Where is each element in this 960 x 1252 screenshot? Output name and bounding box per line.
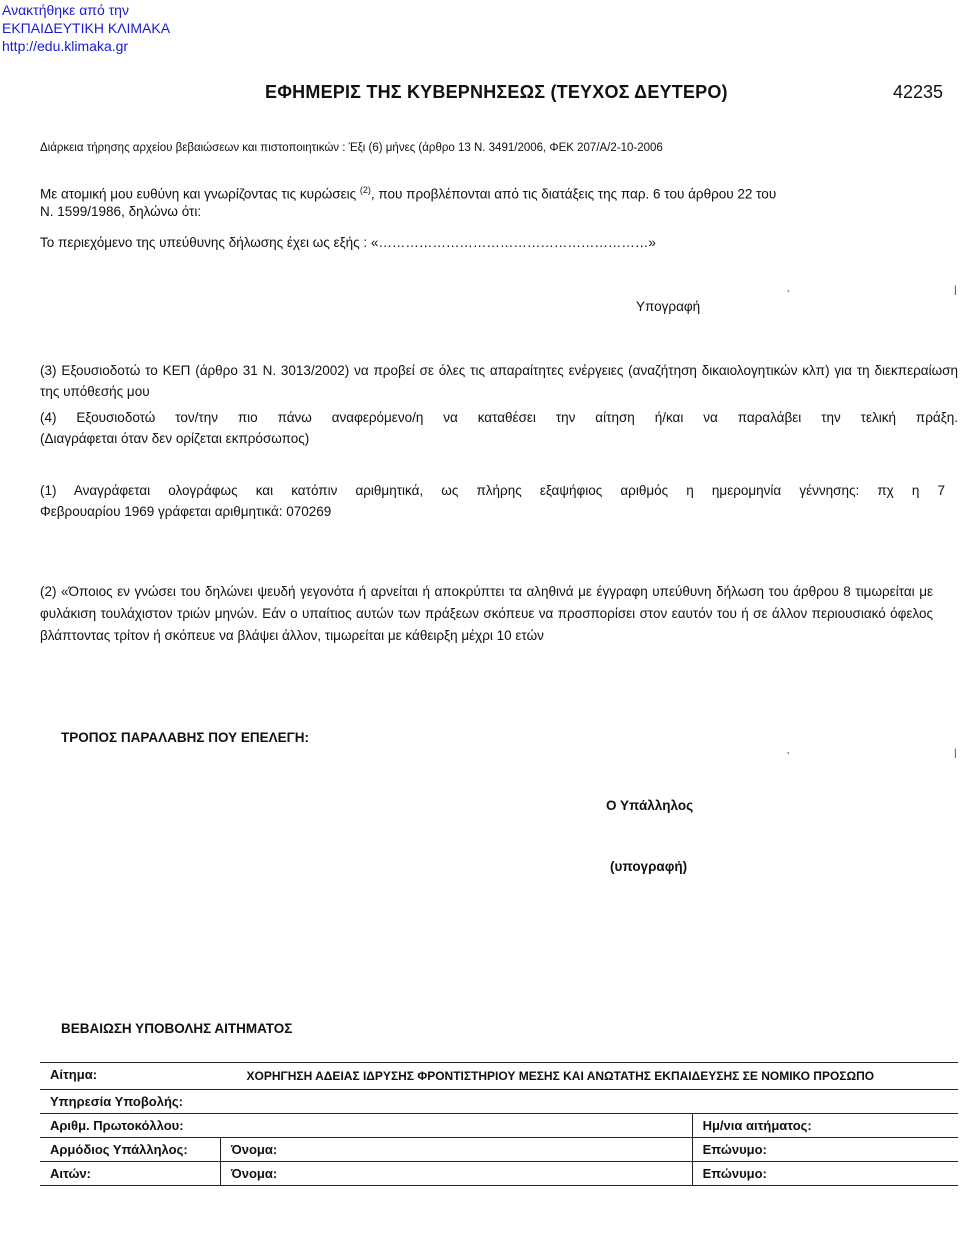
declaration-text-a: Με ατομική μου ευθύνη και γνωρίζοντας τις κυρώσεις bbox=[40, 186, 360, 202]
applicant-label: Αιτών: bbox=[40, 1162, 221, 1186]
table-row bbox=[40, 1063, 958, 1090]
table-row bbox=[40, 1138, 958, 1162]
table-row bbox=[40, 1162, 958, 1186]
employee-first-name-label: Όνομα: bbox=[221, 1138, 693, 1162]
responsible-employee-label: Αρμόδιος Υπάλληλος: bbox=[40, 1138, 221, 1162]
applicant-last-name-label: Επώνυμο: bbox=[692, 1162, 958, 1186]
employee-signature-label: (υπογραφή) bbox=[610, 859, 688, 874]
note-1-line-2: Φεβρουαρίου 1969 γράφεται αριθμητικά: 070269 bbox=[40, 504, 332, 519]
declaration-text-b: , που προβλέπονται από τις διατάξεις της παρ. 6 του άρθρου 22 του bbox=[370, 186, 777, 202]
declaration-line-2: Ν. 1599/1986, δηλώνω ότι: bbox=[40, 204, 202, 219]
employee-last-name-label: Επώνυμο: bbox=[692, 1138, 958, 1162]
retrieved-from-notice bbox=[2, 1, 170, 55]
retrieved-url: http://edu.klimaka.gr bbox=[2, 38, 129, 54]
margin-mark: | bbox=[954, 285, 957, 296]
declaration-content-line: Το περιεχόμενο της υπεύθυνης δήλωσης έχει ως εξής : «……………………………………………………» bbox=[40, 235, 656, 250]
retrieved-line: Ανακτήθηκε από την bbox=[2, 2, 129, 18]
confirmation-title: ΒΕΒΑΙΩΣΗ ΥΠΟΒΟΛΗΣ ΑΙΤΗΜΑΤΟΣ bbox=[61, 1021, 293, 1036]
page-number: 42235 bbox=[893, 82, 944, 102]
margin-mark: ‚ bbox=[787, 745, 790, 756]
receipt-method-label: ΤΡΟΠΟΣ ΠΑΡΑΛΑΒΗΣ ΠΟΥ ΕΠΕΛΕΓΗ: bbox=[61, 730, 309, 745]
note-4-line-1: (4) Εξουσιοδοτώ τον/την πιο πάνω αναφερόμενο/η να καταθέσει την αίτηση ή/και να παραλάβει την τελική πράξη. bbox=[40, 410, 958, 425]
protocol-label: Αριθμ. Πρωτοκόλλου: bbox=[40, 1114, 692, 1138]
note-3: (3) Εξουσιοδοτώ το ΚΕΠ (άρθρο 31 Ν. 3013/2002) να προβεί σε όλες τις απαραίτητες ενέργειες (αναζήτηση δικαιολογητικών κλπ) για τη διεκπεραίωση της υπόθεσής μου bbox=[40, 363, 958, 399]
retrieved-source: ΕΚΠΑΙΔΕΥΤΙΚΗ ΚΛΙΜΑΚΑ bbox=[2, 20, 171, 36]
employee-title: Ο Υπάλληλος bbox=[606, 798, 694, 813]
note-2: (2) «Όποιος εν γνώσει του δηλώνει ψευδή γεγονότα ή αρνείται ή αποκρύπτει τα αληθινά με έγγραφη υπεύθυνη δήλωση του άρθρου 8 τιμωρείται με φυλάκιση τουλάχιστον τριών μηνών. Εάν ο υπαίτιος αυτών των πράξεων σκόπευε να προσπορίσει στον εαυτόν του ή σε άλλον περιουσιακό όφελος βλάπτοντας τρίτον ή σκόπευε να βλάψει άλλον, τιμωρείται με κάθειρξη μέχρι 10 ετών bbox=[40, 584, 933, 643]
note-4-line-2: (Διαγράφεται όταν δεν ορίζεται εκπρόσωπος) bbox=[40, 431, 310, 446]
retention-note: Διάρκεια τήρησης αρχείου βεβαιώσεων και πιστοποιητικών : Έξι (6) μήνες (άρθρο 13 Ν. 3491/2006, ΦΕΚ 207/Α/2-10-2006 bbox=[40, 142, 663, 154]
request-date-label: Ημ/νια αιτήματος: bbox=[692, 1114, 958, 1138]
table-row bbox=[40, 1090, 958, 1114]
gazette-header-title: ΕΦΗΜΕΡΙΣ ΤΗΣ ΚΥΒΕΡΝΗΣΕΩΣ (ΤΕΥΧΟΣ ΔΕΥΤΕΡΟ) bbox=[265, 82, 728, 102]
margin-mark: ‚ bbox=[787, 283, 790, 294]
signature-label: Υπογραφή bbox=[636, 299, 701, 314]
footnote-ref-2: (2) bbox=[359, 185, 371, 195]
note-1-line-1: (1) Αναγράφεται ολογράφως και κατόπιν αριθμητικά, ως πλήρης εξαψήφιος αριθμός η ημερομηνία γέννησης: πχ η 7 bbox=[40, 483, 945, 498]
table-row bbox=[40, 1114, 958, 1138]
confirmation-table bbox=[40, 1062, 958, 1186]
service-label: Υπηρεσία Υποβολής: bbox=[40, 1090, 958, 1114]
margin-mark: | bbox=[954, 748, 957, 759]
request-label: Αίτημα: bbox=[40, 1063, 221, 1090]
applicant-first-name-label: Όνομα: bbox=[221, 1162, 693, 1186]
request-value: ΧΟΡΗΓΗΣΗ ΑΔΕΙΑΣ ΙΔΡΥΣΗΣ ΦΡΟΝΤΙΣΤΗΡΙΟΥ ΜΕΣΗΣ ΚΑΙ ΑΝΩΤΑΤΗΣ ΕΚΠΑΙΔΕΥΣΗΣ ΣΕ ΝΟΜΙΚΟ ΠΡΟΣΩΠΟ bbox=[221, 1063, 959, 1090]
